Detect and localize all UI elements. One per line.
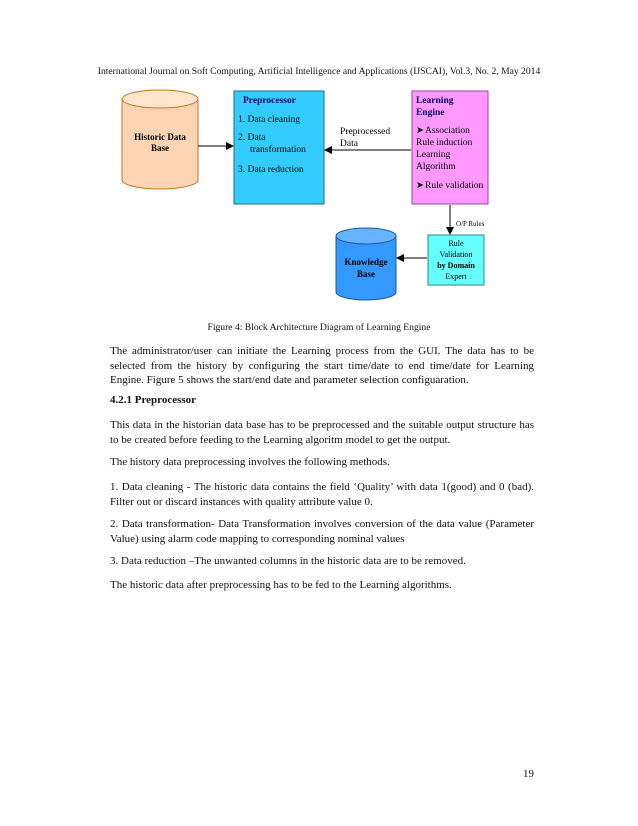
- paragraph-methods: [110, 455, 534, 470]
- preprocessor-item-1: 1. Data cleaning: [238, 115, 300, 125]
- learning-item-2: Rule induction: [416, 138, 473, 148]
- paragraph-reduction: [110, 554, 534, 569]
- op-rules-label: O/P Rules: [456, 220, 485, 228]
- paragraph-3: The history data preprocessing involves the following methods.: [110, 456, 390, 468]
- learning-engine-box: [412, 91, 488, 204]
- paragraph-cleaning: [110, 480, 534, 509]
- learning-engine-title-1: Learning: [416, 96, 454, 106]
- preprocessor-title: Preprocessor: [243, 96, 296, 106]
- learning-item-4: Algorithm: [416, 162, 456, 172]
- historic-db-label-1: Historic Data: [134, 132, 186, 142]
- learning-item-5: Rule validation: [425, 181, 484, 191]
- rule-validation-label-2: Validation: [439, 250, 473, 259]
- paragraph-4: 1. Data cleaning - The historic data contains the field ‘Quality’ with data 1(good) and 0 (bad). Filter out or discard instances with quality attribute value 0.: [110, 481, 534, 508]
- preprocessed-data-label-1: Preprocessed: [340, 127, 391, 137]
- paragraph-7: The historic data after preprocessing has to be fed to the Learning algorithms.: [110, 579, 452, 591]
- rule-validation-label-1: Rule: [448, 239, 464, 248]
- paragraph-2: This data in the historian data base has to be preprocessed and the suitable output structure has to be created before feeding to the Learning algoritm model to get the output.: [110, 419, 534, 446]
- preprocessor-item-3: 3. Data reduction: [238, 165, 304, 175]
- paragraph-transformation: [110, 517, 534, 546]
- historic-db-label-2: Base: [151, 143, 169, 153]
- learning-engine-title-2: Engine: [416, 108, 445, 118]
- preprocessor-item-2-cont: transformation: [250, 145, 306, 155]
- rule-validation-label-3: by Domain: [437, 261, 475, 270]
- paragraph-final: [110, 578, 534, 593]
- historic-database-cylinder: [122, 90, 198, 189]
- knowledge-base-cylinder: [336, 228, 396, 300]
- figure-caption: Figure 4: Block Architecture Diagram of Learning Engine: [207, 322, 431, 333]
- knowledge-base-label-2: Base: [357, 269, 375, 279]
- page-number: 19: [523, 768, 534, 780]
- rule-validation-label-4: Expert: [445, 272, 467, 281]
- knowledge-base-label-1: Knowledge: [344, 257, 388, 267]
- paragraph-intro: [110, 344, 534, 388]
- learning-arrow-icon-1: ➤: [416, 126, 424, 136]
- preprocessor-box: [234, 91, 324, 204]
- paragraph-5: 2. Data transformation- Data Transformation involves conversion of the data value (Parameter Value) using alarm code mapping to corresponding nominal values: [110, 518, 534, 545]
- learning-item-3: Learning: [416, 150, 451, 160]
- learning-engine-diagram: [0, 0, 638, 320]
- learning-arrow-icon-2: ➤: [416, 181, 424, 191]
- paragraph-preprocess: [110, 418, 534, 447]
- preprocessed-data-label-2: Data: [340, 139, 358, 149]
- learning-item-1: Association: [425, 126, 470, 136]
- paragraph-6: 3. Data reduction –The unwanted columns in the historic data are to be removed.: [110, 555, 466, 567]
- paragraph-1: The administrator/user can initiate the Learning process from the GUI. The data has to be selected from the history by configuring the start time/date to end time/date for Learning Engine. Figure 5 shows the start/end date and parameter selection configuaration.: [110, 345, 534, 386]
- journal-header: International Journal on Soft Computing, Artificial Intelligence and Applications (IJSCAI), Vol.3, No. 2, May 2014: [97, 66, 541, 77]
- preprocessor-item-2: 2. Data: [238, 133, 266, 143]
- section-heading: 4.2.1 Preprocessor: [110, 394, 197, 406]
- rule-validation-box: [428, 235, 484, 285]
